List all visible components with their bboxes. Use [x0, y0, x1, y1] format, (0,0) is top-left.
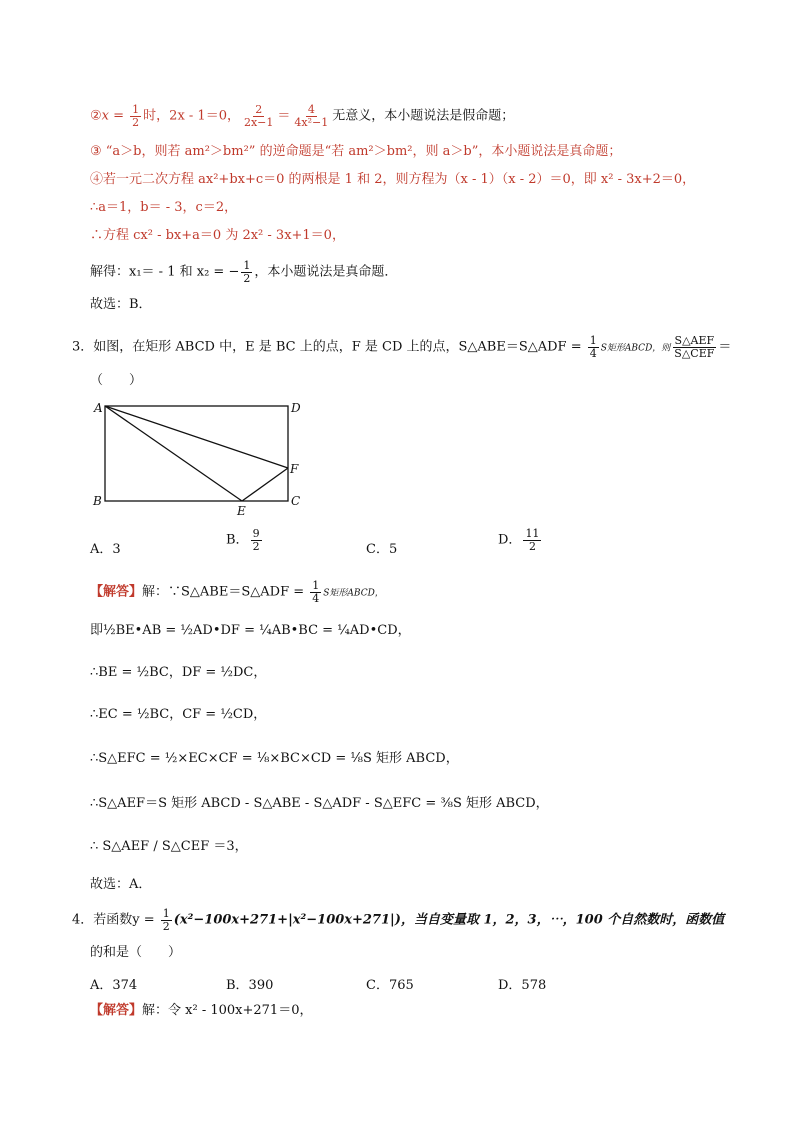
- label-e: E: [237, 504, 246, 518]
- label-d: D: [291, 401, 301, 415]
- q2-line-2: ③ “a＞b，则若 am²＞bm²” 的逆命题是“若 am²＞bm²，则 a＞b”，本小题说法是真命题；: [90, 144, 622, 159]
- q3-answer-2: 即½BE•AB = ½AD•DF = ¼AB•BC = ¼AD•CD，: [90, 623, 411, 638]
- q4-stem: 4．若函数y = $\frac{1}{2}$ (x²−100x+271+|x²−100x+271|)，当自变量取 1，2，3，⋯，100 个自然数时，函数值: [72, 907, 725, 933]
- q3-answer-7: ∴ S△AEF / S△CEF ＝3，: [90, 839, 248, 854]
- q2-line-1: ②x = $\frac{1}{2}$ 时，2x - 1＝0， $\frac{2}{2x-1}$ ＝ $\frac{4}{\text{4x²−1}}$ 无意义，本小题说法是假命题；: [90, 103, 515, 129]
- q4-answer-1: 【解答】解：令 x² - 100x+271＝0，: [90, 1003, 313, 1018]
- q3-answer-6: ∴S△AEF＝S 矩形 ABCD - S△ABE - S△ADF - S△EFC = ⅜S 矩形 ABCD，: [90, 796, 549, 811]
- q2-line-5: ∴方程 cx² - bx+a＝0 为 2x² - 3x+1＝0，: [90, 228, 345, 243]
- label-b: B: [93, 494, 102, 508]
- q3-answer-8: 故选：A．: [90, 877, 152, 892]
- q3-answer-4: ∴EC = ½BC，CF = ½CD，: [90, 707, 267, 722]
- q4-option-b: B．390: [226, 978, 274, 993]
- q2-line-7: 故选：B．: [90, 297, 152, 312]
- q4-option-d: D．578: [498, 978, 547, 993]
- q2-line-6: 解得：x₁＝ - 1 和 x₂ = − $\frac{1}{2}$ ，本小题说法是真命题．: [90, 259, 398, 285]
- segment-ae: [105, 406, 242, 501]
- q3-option-a: A．3: [90, 542, 121, 557]
- q2-line-4: ∴a＝1，b＝ - 3，c＝2，: [90, 200, 238, 215]
- q3-stem: 3．如图，在矩形 ABCD 中，E 是 BC 上的点，F 是 CD 上的点，S△ABE＝S△ADF = $\frac{1}{4}$ S矩形ABCD，则 $\frac{\text{S△AEF}}{\text{S△CEF}}$ ＝: [72, 334, 732, 360]
- label-f: F: [290, 462, 299, 476]
- q3-figure: [92, 398, 312, 518]
- q3-option-b: B． $\frac{9}{2}$: [226, 527, 260, 553]
- segment-ef: [242, 468, 288, 501]
- q3-option-c: C．5: [366, 542, 398, 557]
- label-c: C: [291, 494, 301, 508]
- q4-option-a: A．374: [90, 978, 138, 993]
- q3-answer-5: ∴S△EFC = ½×EC×CF = ⅛×BC×CD = ⅛S 矩形 ABCD，: [90, 751, 459, 766]
- segment-af: [105, 406, 288, 468]
- q4-option-c: C．765: [366, 978, 414, 993]
- q3-answer-3: ∴BE = ½BC，DF = ½DC，: [90, 665, 267, 680]
- q3-option-d: D． $\frac{11}{2}$: [498, 527, 540, 553]
- rectangle-abcd: [105, 406, 288, 501]
- label-a: A: [94, 401, 103, 415]
- q3-answer-1: 【解答】解：∵S△ABE＝S△ADF = $\frac{1}{4}$ S矩形ABCD，: [90, 579, 384, 605]
- q3-paren: （ ）: [90, 373, 143, 388]
- q2-line-3: ④若一元二次方程 ax²+bx+c＝0 的两根是 1 和 2，则方程为（x - 1）（x - 2）＝0，即 x² - 3x+2＝0，: [90, 172, 696, 187]
- q4-stem-2: 的和是（ ）: [90, 945, 182, 960]
